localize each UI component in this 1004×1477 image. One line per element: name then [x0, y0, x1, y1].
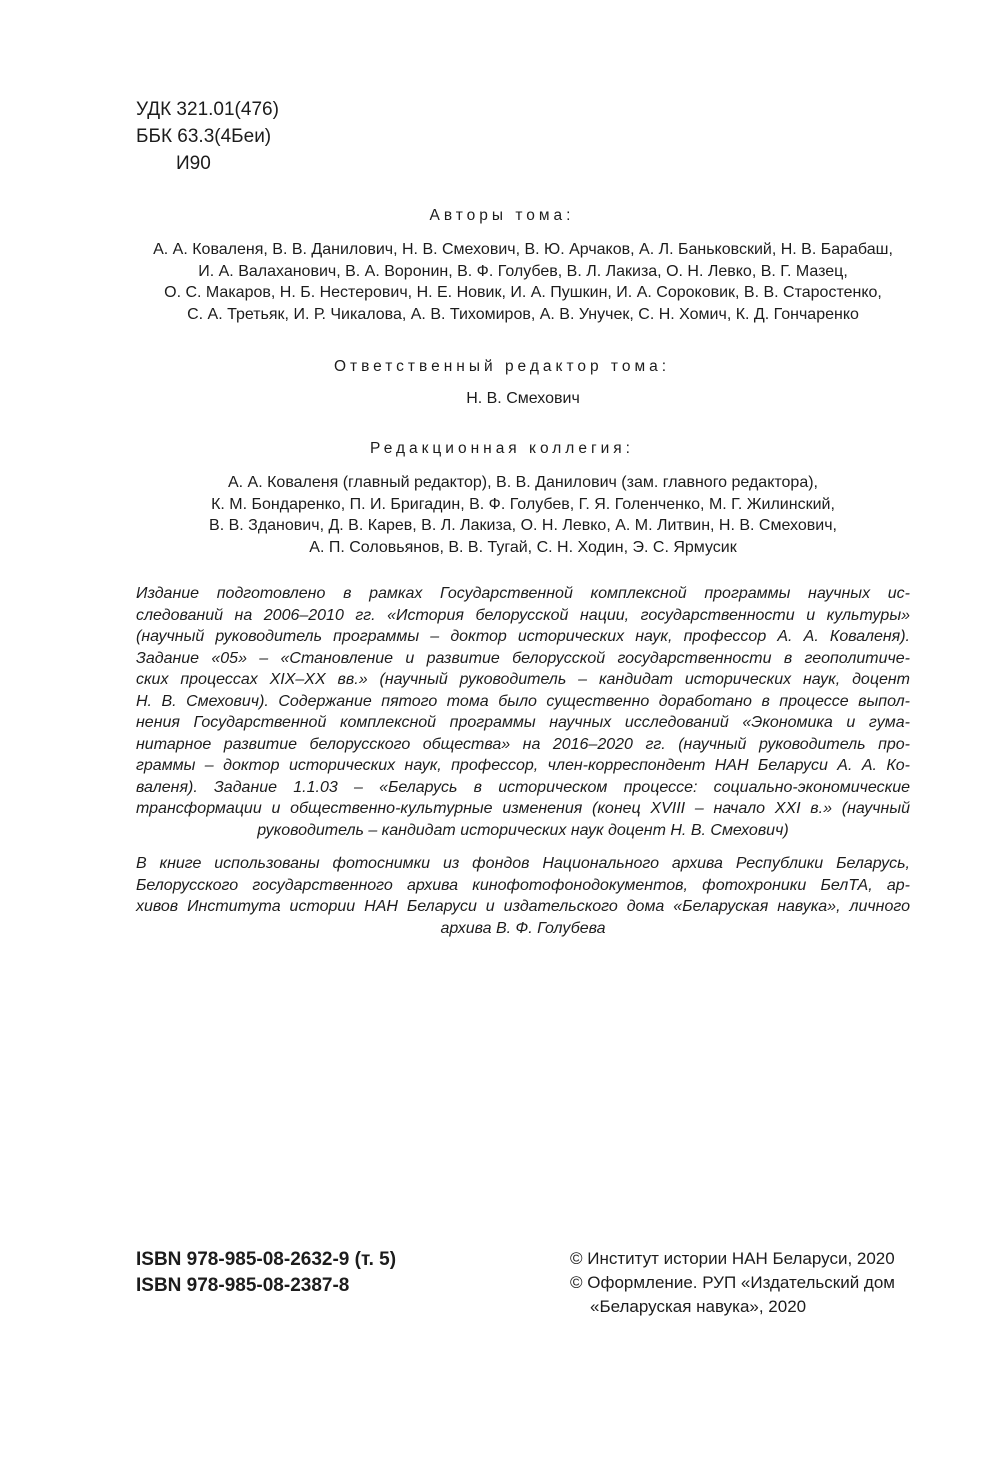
- photo-note: [136, 853, 910, 939]
- authors-list: [100, 239, 946, 325]
- program-note-line: руководитель – кандидат исторических наук доцент Н. В. Смехович): [257, 821, 789, 839]
- editor-name-text: Н. В. Смехович: [466, 390, 580, 407]
- bbk-code: ББК 63.3(4Беи): [136, 126, 272, 147]
- authors-heading: Авторы тома:: [429, 207, 575, 224]
- author-mark-code: И90: [176, 153, 211, 174]
- editor-name: [100, 388, 946, 410]
- program-note-line: нитарное развитие белорусского общества» на 2016–2020 гг. (научный руководитель про-: [136, 735, 910, 753]
- program-note-line: граммы – доктор исторических наук, профессор, член-корреспондент НАН Беларуси А. А. Ко-: [136, 757, 910, 774]
- board-line: А. П. Соловьянов, В. В. Тугай, С. Н. Ходин, Э. С. Ярмусик: [309, 538, 737, 556]
- copyright-institute: © Институт истории НАН Беларуси, 2020: [570, 1249, 895, 1268]
- board-line: А. А. Коваленя (главный редактор), В. В. Данилович (зам. главного редактора),: [227, 474, 818, 491]
- photo-note-line: архива В. Ф. Голубева: [440, 919, 606, 937]
- isbn-volume: ISBN 978-985-08-2632-9 (т. 5): [136, 1249, 397, 1270]
- isbn-block: [136, 1247, 396, 1299]
- program-note-line: валеня). Задание 1.1.03 – «Беларусь в историческом процессе: социально-экономические: [136, 778, 910, 796]
- bibliographic-codes: [136, 96, 279, 177]
- program-note-line: нения Государственной комплексной программы научных исследований «Экономика и гума-: [136, 714, 910, 731]
- program-note-line: (научный руководитель программы – доктор исторических наук, профессор А. А. Коваленя).: [136, 628, 910, 645]
- program-note-line: Издание подготовлено в рамках Государственной комплексной программы научных ис-: [136, 585, 910, 602]
- program-note-line: Задание «05» – «Становление и развитие белорусской государственности в геополитиче-: [136, 649, 910, 667]
- board-line: К. М. Бондаренко, П. И. Бригадин, В. Ф. Голубев, Г. Я. Голенченко, М. Г. Жилинский,: [211, 495, 835, 513]
- copyright-block: [570, 1247, 895, 1319]
- program-note: [136, 583, 910, 841]
- udk-code: УДК 321.01(476): [136, 99, 279, 120]
- editor-heading: Ответственный редактор тома:: [333, 358, 671, 375]
- isbn-set: ISBN 978-985-08-2387-8: [136, 1275, 350, 1296]
- copyright-design-cont: «Беларуская навука», 2020: [590, 1297, 807, 1316]
- photo-note-line: хивов Института истории НАН Беларуси и издательского дома «Беларуская навука», личного: [136, 898, 910, 915]
- program-note-line: ских процессах XIX–XX вв.» (научный руководитель – кандидат исторических наук, доцент: [136, 671, 910, 688]
- board-list: [100, 472, 946, 558]
- authors-line: О. С. Макаров, Н. Б. Нестерович, Н. Е. Новик, И. А. Пушкин, И. А. Сороковик, В. В. Старостенко,: [164, 284, 882, 301]
- photo-note-line: В книге использованы фотоснимки из фондов Национального архива Республики Беларусь,: [136, 855, 910, 872]
- authors-line: А. А. Коваленя, В. В. Данилович, Н. В. Смехович, В. Ю. Арчаков, А. Л. Баньковский, Н. В. Барабаш,: [153, 241, 893, 258]
- program-note-line: трансформации и общественно-культурные изменения (конец XVIII – начало XXI в.» (научный: [136, 800, 910, 817]
- board-line: В. В. Зданович, Д. В. Карев, В. Л. Лакиза, О. Н. Левко, А. М. Литвин, Н. В. Смехович,: [209, 517, 837, 534]
- photo-note-line: Белорусского государственного архива кинофотофонодокументов, фотохроники БелТА, ар-: [136, 876, 910, 894]
- program-note-line: Н. В. Смехович). Содержание пятого тома было существенно доработано в процессе выпол-: [136, 692, 910, 710]
- authors-line: И. А. Валаханович, В. А. Воронин, В. Ф. Голубев, В. Л. Лакиза, О. Н. Левко, В. Г. Мазец,: [198, 262, 848, 280]
- board-heading: Редакционная коллегия:: [370, 440, 634, 457]
- authors-line: С. А. Третьяк, И. Р. Чикалова, А. В. Тихомиров, А. В. Унучек, С. Н. Хомич, К. Д. Гончаренко: [187, 305, 859, 323]
- copyright-design: © Оформление. РУП «Издательский дом: [570, 1273, 895, 1292]
- program-note-line: следований на 2006–2010 гг. «История белорусской нации, государственности и культуры»: [136, 606, 910, 624]
